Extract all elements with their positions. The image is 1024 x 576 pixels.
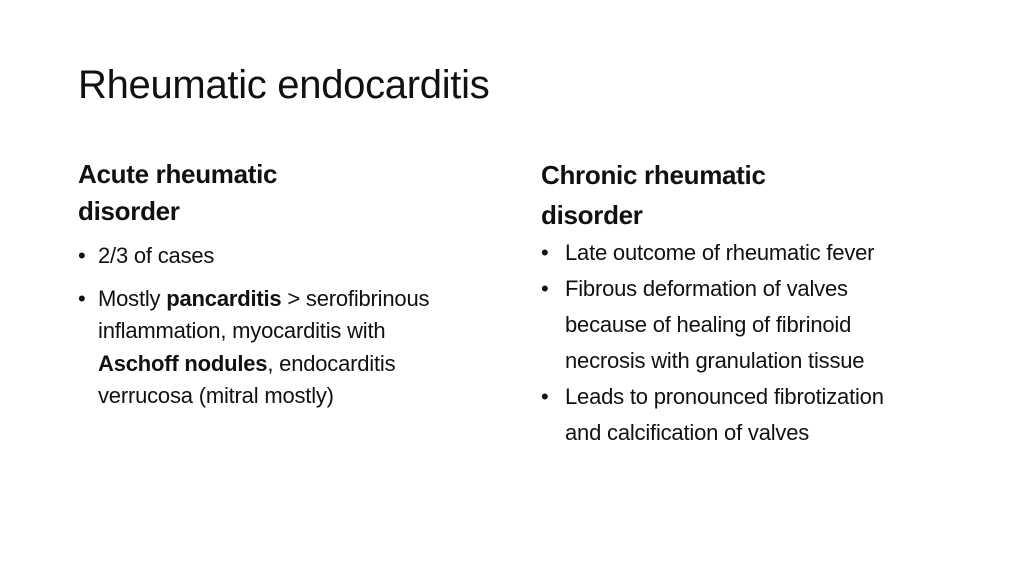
bullet-icon: •	[78, 285, 86, 311]
chronic-item-text: Late outcome of rheumatic fever	[565, 240, 875, 265]
acute-item-text: 2/3 of cases	[98, 243, 215, 268]
acute-bullet-item	[78, 283, 438, 413]
bullet-icon: •	[541, 240, 549, 265]
acute-item-bold-term: pancarditis	[166, 285, 282, 311]
acute-heading	[78, 156, 438, 230]
acute-bullet-list	[78, 240, 438, 413]
chronic-bullet-item	[541, 271, 901, 379]
chronic-column	[541, 155, 901, 451]
chronic-heading-line2: disorder	[541, 200, 643, 230]
acute-heading-line2: disorder	[78, 196, 180, 226]
acute-item-text-part: > serofibrinous inflammation, myocarditis with	[98, 285, 430, 343]
acute-heading-line1: Acute rheumatic	[78, 159, 278, 189]
slide-title: Rheumatic endocarditis	[78, 63, 490, 107]
chronic-heading-line1: Chronic rheumatic	[541, 160, 766, 190]
chronic-item-text: Fibrous deformation of valves because of healing of fibrinoid necrosis with granulation tissue	[565, 276, 865, 373]
acute-item-bold-term: Aschoff nodules	[98, 350, 268, 376]
acute-column	[78, 156, 438, 423]
chronic-heading	[541, 155, 901, 235]
bullet-icon: •	[78, 243, 86, 268]
chronic-item-text: Leads to pronounced fibrotization and calcification of valves	[565, 384, 884, 445]
acute-item-text-part: Mostly	[98, 285, 167, 311]
bullet-icon: •	[541, 384, 549, 409]
acute-item-text-part: , endocarditis verrucosa (mitral mostly)	[98, 350, 396, 408]
acute-bullet-item	[78, 240, 438, 273]
chronic-bullet-list	[541, 235, 901, 451]
chronic-bullet-item	[541, 379, 901, 451]
chronic-bullet-item	[541, 235, 901, 271]
bullet-icon: •	[541, 276, 549, 301]
